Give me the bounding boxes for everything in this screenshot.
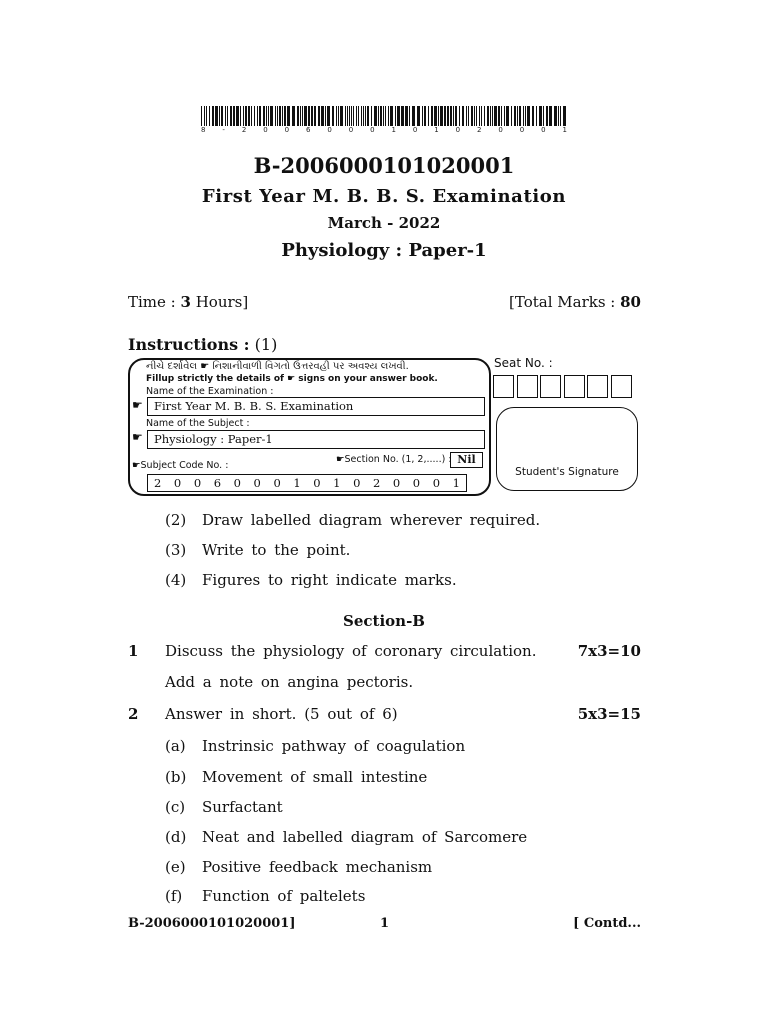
barcode-bar	[390, 106, 393, 126]
part-label: (f)	[165, 887, 183, 905]
subject-code-digit: 0	[233, 476, 241, 490]
barcode-bar	[444, 106, 446, 126]
barcode-bar	[474, 106, 475, 126]
fillup-instruction: Fillup strictly the details of ☛ signs on your answer book.	[146, 374, 438, 384]
barcode-bar	[519, 106, 521, 126]
gujarati-instruction: નીચે દર્શાવેલ ☛ નિશાનીવાળી વિગતો ઉત્તરવહી પર અવશ્ય લખવી.	[146, 361, 409, 372]
barcode-bar	[287, 106, 290, 126]
exam-name: First Year M. B. B. S. Examination	[201, 186, 567, 207]
barcode-bar	[215, 106, 218, 126]
barcode-bar	[327, 106, 330, 126]
barcode-bar	[374, 106, 377, 126]
barcode-bar	[227, 106, 228, 126]
barcode-bar	[325, 106, 326, 126]
barcode-bar	[422, 106, 423, 126]
barcode-bar	[424, 106, 426, 126]
barcode-bar	[371, 106, 372, 126]
barcode-bar	[257, 106, 258, 126]
barcode-bar	[462, 106, 464, 126]
barcode-bar	[259, 106, 261, 126]
part-text: Movement of small intestine	[202, 768, 428, 786]
subject-code-digit: 1	[333, 476, 341, 490]
barcode-bar	[506, 106, 509, 126]
pointing-hand-icon: ☛	[132, 430, 143, 444]
barcode-digit: 2	[241, 126, 247, 134]
barcode-bar	[504, 106, 505, 126]
subject-code-digit: 0	[193, 476, 202, 490]
barcode-bar	[450, 106, 452, 126]
barcode-bar	[409, 106, 410, 126]
seat-no-cell	[517, 375, 538, 398]
subject-code-digit: 0	[173, 476, 182, 490]
barcode-bar	[532, 106, 534, 126]
barcode-bar	[297, 106, 299, 126]
barcode-bar	[358, 106, 359, 126]
barcode-bar	[401, 106, 404, 126]
barcode-bar	[245, 106, 247, 126]
barcode-digit: 0	[263, 126, 268, 134]
barcode	[201, 106, 567, 136]
barcode-bar	[279, 106, 281, 126]
exam-name-label: Name of the Examination :	[146, 386, 274, 397]
barcode-bar	[201, 106, 202, 126]
barcode-bar	[549, 106, 552, 126]
barcode-bar	[367, 106, 369, 126]
seat-no-cell	[540, 375, 561, 398]
barcode-bar	[345, 106, 346, 126]
subject-code-digit: 2	[372, 476, 381, 490]
subject-name-label: Name of the Subject :	[146, 418, 250, 429]
exam-date: March - 2022	[327, 214, 441, 232]
barcode-digit: 2	[476, 126, 482, 134]
barcode-bar	[466, 106, 467, 126]
subject-code-digit: 0	[313, 476, 321, 490]
barcode-bar	[282, 106, 283, 126]
barcode-bar	[525, 106, 526, 126]
barcode-digit: 0	[455, 126, 461, 134]
barcode-digit: 0	[327, 126, 332, 134]
part-label: (c)	[165, 798, 186, 816]
barcode-bar	[304, 106, 307, 126]
instruction-text: Draw labelled diagram wherever required.	[202, 511, 541, 529]
time-value: 3	[180, 293, 191, 311]
barcode-bar	[243, 106, 244, 126]
barcode-bar	[212, 106, 214, 126]
subject-code-digit: 0	[432, 476, 441, 490]
barcode-digits	[201, 126, 567, 134]
subject-code-digit: 0	[412, 476, 421, 490]
barcode-bar	[397, 106, 400, 126]
barcode-bar	[292, 106, 295, 126]
question-marks: 7x3=10	[577, 642, 641, 660]
barcode-bar	[254, 106, 255, 126]
barcode-bar	[209, 106, 210, 126]
barcode-bar	[349, 106, 350, 126]
barcode-bar	[365, 106, 366, 126]
barcode-bar	[236, 106, 239, 126]
barcode-bar	[494, 106, 497, 126]
continued-label: [ Contd...	[573, 916, 641, 931]
barcode-bar	[487, 106, 489, 126]
barcode-bar	[453, 106, 454, 126]
barcode-bar	[332, 106, 334, 126]
time-allowed: Time : 3 Hours]	[128, 293, 249, 311]
barcode-bar	[263, 106, 265, 126]
barcode-bar	[468, 106, 469, 126]
barcode-bar	[481, 106, 482, 126]
question-note: Add a note on angina pectoris.	[165, 673, 414, 691]
barcode-bar	[539, 106, 542, 126]
part-text: Surfactant	[202, 798, 283, 816]
barcode-bar	[554, 106, 557, 126]
part-text: Instrinsic pathway of coagulation	[202, 737, 466, 755]
subject-code-digit: 1	[293, 476, 301, 490]
barcode-bar	[356, 106, 357, 126]
instruction-num: (2)	[165, 511, 187, 529]
barcode-bar	[336, 106, 337, 126]
subject-code-digit: 1	[452, 476, 460, 490]
subject-code-label: ☛Subject Code No. :	[132, 460, 229, 471]
barcode-bar	[361, 106, 362, 126]
barcode-bar	[321, 106, 324, 126]
barcode-bar	[383, 106, 384, 126]
barcode-digit: 0	[519, 126, 525, 134]
barcode-bar	[563, 106, 566, 126]
barcode-bar	[405, 106, 408, 126]
question-text: Answer in short. (5 out of 6)	[165, 705, 398, 723]
barcode-bar	[353, 106, 354, 126]
barcode-bar	[314, 106, 316, 126]
question-number: 1	[128, 642, 139, 660]
barcode-bar	[204, 106, 205, 126]
barcode-digit: 0	[498, 126, 503, 134]
barcode-bar	[459, 106, 460, 126]
barcode-bar	[543, 106, 544, 126]
question-number: 2	[128, 705, 139, 723]
barcode-bar	[230, 106, 232, 126]
barcode-bar	[385, 106, 386, 126]
section-no-field: Nil	[450, 452, 483, 468]
barcode-bar	[523, 106, 524, 126]
seat-no-label: Seat No. :	[494, 356, 553, 370]
part-text: Neat and labelled diagram of Sarcomere	[202, 828, 528, 846]
barcode-bar	[476, 106, 477, 126]
barcode-bar	[428, 106, 429, 126]
subject-code-digit: 0	[353, 476, 361, 490]
barcode-bar	[560, 106, 561, 126]
barcode-bar	[527, 106, 530, 126]
barcode-digit: 1	[562, 126, 567, 134]
total-marks-value: 80	[620, 293, 641, 311]
barcode-bar	[490, 106, 491, 126]
instructions-heading: Instructions : (1)	[128, 335, 278, 354]
barcode-bar	[484, 106, 485, 126]
barcode-bar	[536, 106, 537, 126]
part-text: Positive feedback mechanism	[202, 858, 433, 876]
instruction-1-num: (1)	[254, 335, 278, 354]
pointing-hand-icon: ☛	[132, 398, 143, 412]
section-heading: Section-B	[343, 612, 425, 630]
instruction-text: Figures to right indicate marks.	[202, 571, 457, 589]
barcode-bar	[233, 106, 235, 126]
barcode-bar	[240, 106, 241, 126]
seat-no-cell	[564, 375, 585, 398]
barcode-bar	[268, 106, 269, 126]
barcode-bar	[498, 106, 500, 126]
barcode-bar	[412, 106, 415, 126]
barcode-bar	[501, 106, 502, 126]
barcode-bar	[248, 106, 250, 126]
barcode-bar	[434, 106, 437, 126]
barcode-digit: 0	[370, 126, 375, 134]
barcode-bar	[378, 106, 379, 126]
barcode-digit: 0	[284, 126, 290, 134]
signature-label: Student's Signature	[515, 466, 619, 478]
seat-no-cell	[587, 375, 608, 398]
barcode-bar	[471, 106, 473, 126]
subject-code-digit: 6	[213, 476, 222, 490]
barcode-bar	[514, 106, 516, 126]
barcode-bar	[318, 106, 320, 126]
subject-code-digit: 0	[273, 476, 281, 490]
instruction-num: (3)	[165, 541, 187, 559]
barcode-bar	[225, 106, 226, 126]
subject-code-digit: 0	[253, 476, 261, 490]
barcode-bar	[455, 106, 457, 126]
seat-no-cell	[493, 375, 514, 398]
barcode-bar	[284, 106, 286, 126]
barcode-bar	[351, 106, 352, 126]
barcode-digit: 0	[412, 126, 418, 134]
barcode-bar	[517, 106, 518, 126]
barcode-bar	[347, 106, 348, 126]
barcode-bar	[338, 106, 339, 126]
question-text: Discuss the physiology of coronary circulation.	[165, 642, 537, 660]
barcode-bar	[417, 106, 420, 126]
barcode-bar	[492, 106, 493, 126]
barcode-bar	[363, 106, 364, 126]
barcode-digit: 0	[348, 126, 354, 134]
part-text: Function of paltelets	[202, 887, 366, 905]
signature-box	[496, 407, 638, 491]
pointing-hand-icon: ☛	[132, 460, 141, 471]
subject-name-field: Physiology : Paper-1	[147, 430, 485, 449]
barcode-bar	[440, 106, 443, 126]
barcode-bar	[221, 106, 223, 126]
question-marks: 5x3=15	[577, 705, 641, 723]
barcode-bar	[380, 106, 382, 126]
barcode-bar	[546, 106, 548, 126]
pointing-hand-icon: ☛	[287, 374, 296, 384]
barcode-bar	[511, 106, 512, 126]
barcode-bar	[275, 106, 276, 126]
footer-doc-id: B-2006000101020001]	[128, 916, 296, 931]
part-label: (a)	[165, 737, 186, 755]
barcode-digit: 0	[541, 126, 546, 134]
instruction-text: Write to the point.	[202, 541, 351, 559]
part-label: (b)	[165, 768, 187, 786]
page-number: 1	[380, 916, 390, 931]
section-no-label: ☛Section No. (1, 2,.....) :	[336, 454, 452, 465]
barcode-bars	[201, 106, 567, 126]
pointing-hand-icon: ☛	[336, 454, 345, 465]
barcode-digit: 1	[391, 126, 396, 134]
exam-name-field: First Year M. B. B. S. Examination	[147, 397, 485, 416]
barcode-bar	[431, 106, 433, 126]
seat-no-boxes	[493, 375, 634, 398]
barcode-bar	[302, 106, 303, 126]
barcode-bar	[447, 106, 449, 126]
barcode-bar	[300, 106, 301, 126]
part-label: (e)	[165, 858, 186, 876]
subject-code-digit: 2	[154, 476, 162, 490]
part-label: (d)	[165, 828, 187, 846]
barcode-bar	[388, 106, 389, 126]
barcode-digit: 8	[201, 126, 206, 134]
subject-code-field	[147, 474, 467, 492]
barcode-bar	[266, 106, 267, 126]
paper-title: Physiology : Paper-1	[281, 240, 487, 261]
barcode-bar	[479, 106, 480, 126]
barcode-bar	[308, 106, 310, 126]
barcode-bar	[277, 106, 278, 126]
instruction-num: (4)	[165, 571, 187, 589]
barcode-digit: 1	[434, 126, 439, 134]
barcode-digit: -	[222, 126, 225, 134]
barcode-bar	[219, 106, 220, 126]
barcode-bar	[438, 106, 439, 126]
barcode-bar	[395, 106, 396, 126]
barcode-bar	[311, 106, 313, 126]
barcode-bar	[270, 106, 273, 126]
subject-code-digit: 0	[392, 476, 401, 490]
total-marks: [Total Marks : 80	[509, 293, 641, 311]
barcode-bar	[558, 106, 559, 126]
barcode-bar	[340, 106, 343, 126]
barcode-digit: 6	[305, 126, 311, 134]
barcode-bar	[251, 106, 252, 126]
seat-no-cell	[611, 375, 632, 398]
document-id: B-2006000101020001	[253, 153, 515, 178]
barcode-bar	[206, 106, 207, 126]
